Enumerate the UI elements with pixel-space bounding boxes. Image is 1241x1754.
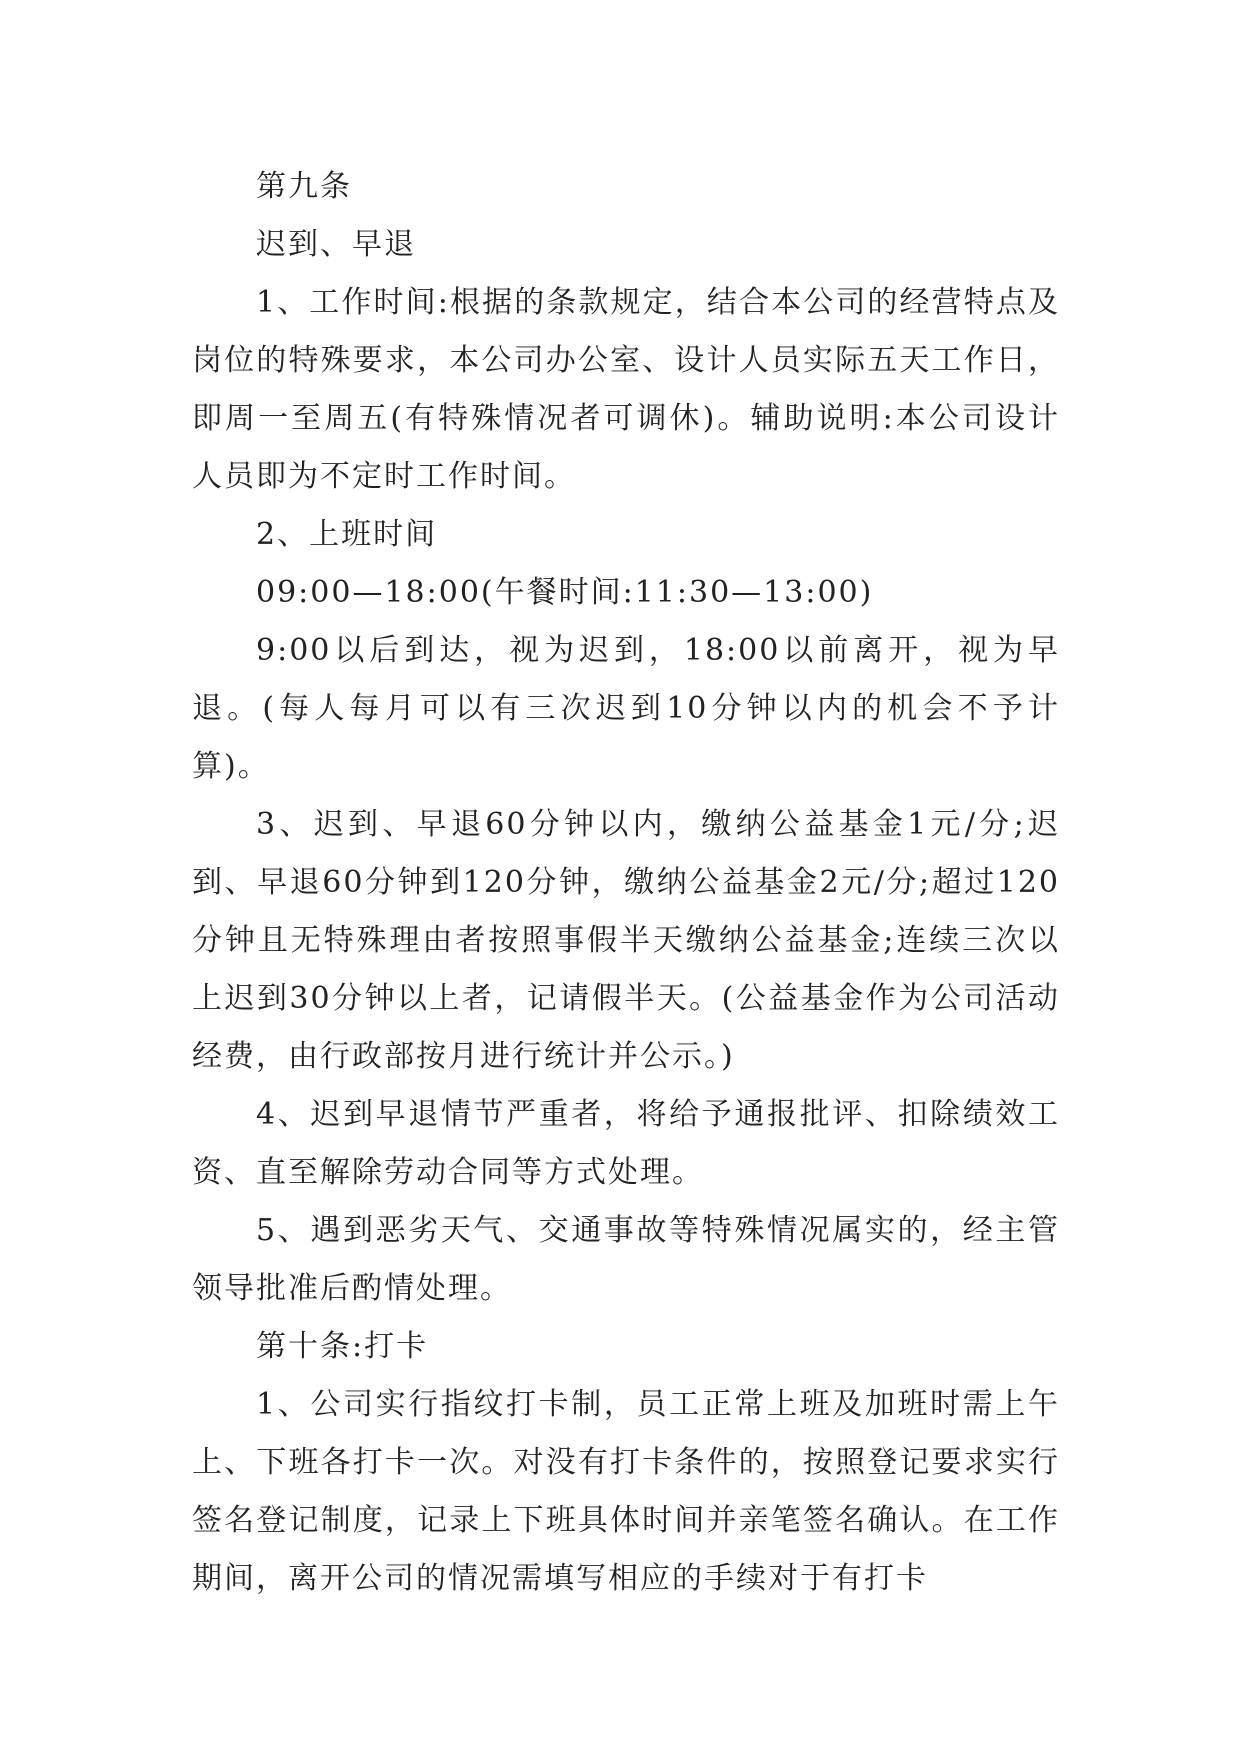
section-title-late-early: 迟到、早退	[256, 227, 416, 262]
article-10-heading: 第十条:打卡	[256, 1329, 429, 1364]
clause-2-heading: 2、上班时间	[256, 517, 438, 552]
article-9-heading: 第九条	[256, 169, 352, 204]
clause-4-serious-cases: 4、迟到早退情节严重者，将给予通报批评、扣除绩效工资、直至解除劳动合同等方式处理。	[192, 1097, 1060, 1190]
office-hours: 09:00—18:00(午餐时间:11:30—13:00)	[256, 575, 874, 610]
late-early-definition: 9:00以后到达，视为迟到，18:00以前离开，视为早退。(每人每月可以有三次迟到10分钟以内的机会不予计算)。	[192, 633, 1060, 784]
article-10-clause-1: 1、公司实行指纹打卡制，员工正常上班及加班时需上午上、下班各打卡一次。对没有打卡条件的，按照登记要求实行签名登记制度，记录上下班具体时间并亲笔签名确认。在工作期间，离开公司的情况需填写相应的手续对于有打卡	[192, 1387, 1060, 1596]
clause-1-working-hours: 1、工作时间:根据的条款规定，结合本公司的经营特点及岗位的特殊要求，本公司办公室、设计人员实际五天工作日，即周一至周五(有特殊情况者可调休)。辅助说明:本公司设计人员即为不定时工作时间。	[192, 285, 1060, 494]
clause-5-special-cases: 5、遇到恶劣天气、交通事故等特殊情况属实的，经主管领导批准后酌情处理。	[192, 1213, 1060, 1306]
document-body	[192, 158, 1060, 1608]
clause-3-penalties: 3、迟到、早退60分钟以内，缴纳公益基金1元/分;迟到、早退60分钟到120分钟，缴纳公益基金2元/分;超过120分钟且无特殊理由者按照事假半天缴纳公益基金;连续三次以上迟到30分钟以上者，记请假半天。(公益基金作为公司活动经费，由行政部按月进行统计并公示。)	[192, 807, 1060, 1074]
